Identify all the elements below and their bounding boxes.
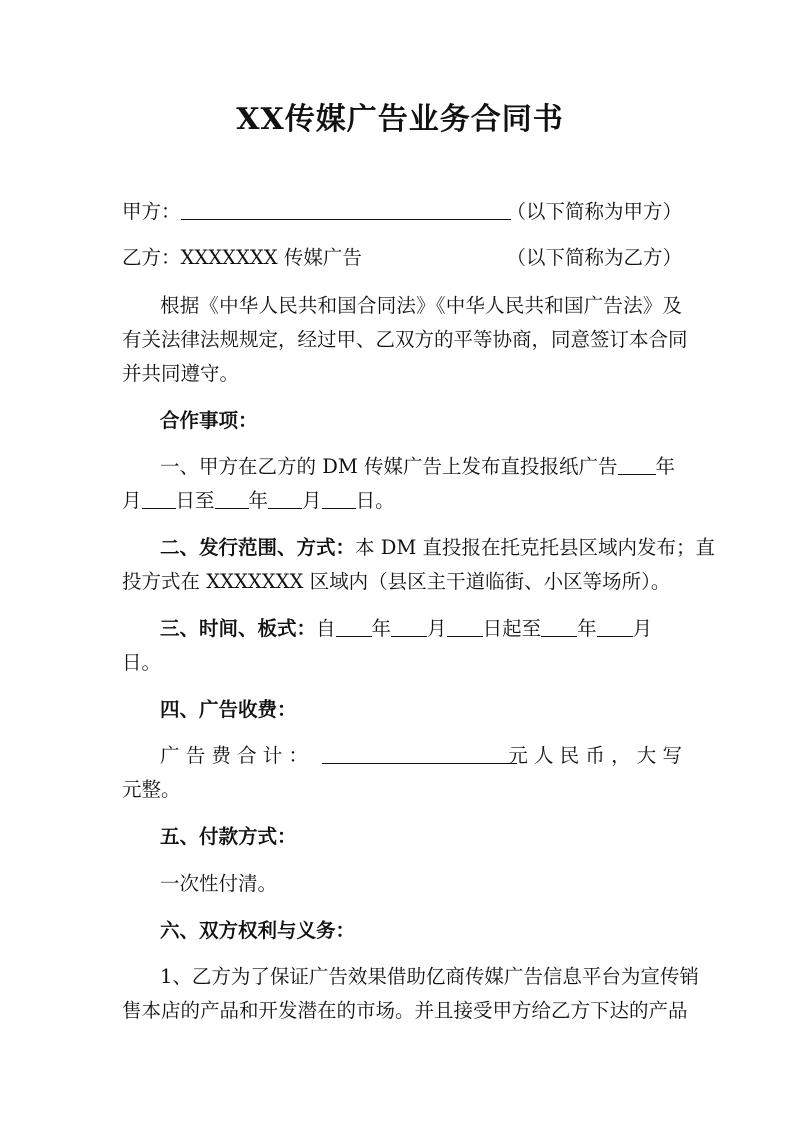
cooperation-heading: 合作事项：	[160, 409, 258, 432]
party-a-blank	[181, 197, 511, 220]
item1-line-2	[122, 486, 682, 516]
item3-from: 自	[316, 617, 336, 640]
item2-text-1: 本 DM 直投报在托克托县区域内发布；直	[355, 536, 716, 559]
item1-day-blank	[142, 486, 176, 509]
item2-line-2: 投方式在 XXXXXXX 区域内（县区主干道临街、小区等场所）。	[122, 570, 671, 593]
item4-heading: 四、广告收费：	[160, 698, 297, 721]
party-b-note: （以下简称为乙方）	[506, 246, 682, 269]
item3-year-blank	[336, 614, 372, 637]
item1-day-to: 日至	[175, 489, 215, 512]
party-b-label: 乙方：	[122, 246, 181, 269]
item3-line-1	[160, 614, 682, 644]
item5-heading: 五、付款方式：	[160, 825, 297, 848]
item2-heading: 二、发行范围、方式：	[160, 536, 356, 559]
preamble-line-2: 有关法律法规规定，经过甲、乙双方的平等协商，同意签订本合同	[122, 328, 688, 351]
item4-line-2: 元整。	[122, 778, 181, 801]
preamble-line-3: 并共同遵守。	[122, 362, 240, 385]
item1-line-1	[160, 452, 682, 482]
party-a-line	[122, 197, 682, 227]
item1-end-year-unit: 年	[248, 489, 269, 512]
item4-total-label: 广 告 费 合 计 ：	[160, 744, 308, 767]
party-a-note: （以下简称为甲方）	[506, 200, 682, 223]
item4-amount-blank	[322, 741, 517, 764]
item3-day-from-to: 日起至	[482, 617, 542, 640]
item1-end-month-blank	[268, 486, 302, 509]
item5-text: 一次性付清。	[160, 872, 278, 895]
item6-heading: 六、双方权利与义务：	[160, 919, 356, 942]
item3-line-2: 日。	[122, 651, 162, 674]
item3-month-blank	[391, 614, 427, 637]
item1-year-blank	[618, 452, 656, 475]
item3-end-month-unit: 月	[632, 617, 653, 640]
item3-month-unit: 月	[427, 617, 447, 640]
item1-end-month-unit: 月	[302, 489, 322, 512]
item6-line-1: 1、乙方为了保证广告效果借助亿商传媒广告信息平台为宣传销	[160, 965, 699, 988]
party-a-label: 甲方：	[122, 200, 181, 223]
item3-year-unit: 年	[371, 617, 392, 640]
item4-line-1	[160, 741, 682, 771]
item1-month-unit: 月	[122, 489, 142, 512]
item1-end-day-blank	[322, 486, 356, 509]
item1-text: 一、甲方在乙方的 DM 传媒广告上发布直投报纸广告	[160, 455, 618, 478]
party-b-line	[122, 243, 682, 273]
item3-heading: 三、时间、板式：	[160, 617, 317, 640]
item3-end-year-blank	[541, 614, 577, 637]
item1-end-day-unit: 日。	[355, 489, 395, 512]
item4-rmb-uppercase: 元 人 民 币 ， 大 写	[508, 744, 682, 767]
item2-line-1	[160, 533, 716, 563]
item3-day-blank	[447, 614, 483, 637]
item6-line-2: 售本店的产品和开发潜在的市场。并且接受甲方给乙方下达的产品	[122, 999, 688, 1022]
item3-end-month-blank	[597, 614, 633, 637]
document-title: XX传媒广告业务合同书	[236, 102, 564, 137]
preamble-line-1: 根据《中华人民共和国合同法》《中华人民共和国广告法》及	[160, 294, 682, 317]
item1-end-year-blank	[215, 486, 249, 509]
item3-end-year-unit: 年	[577, 617, 597, 640]
item1-year-unit: 年	[655, 455, 676, 478]
party-b-name: XXXXXXX 传媒广告	[180, 246, 362, 269]
